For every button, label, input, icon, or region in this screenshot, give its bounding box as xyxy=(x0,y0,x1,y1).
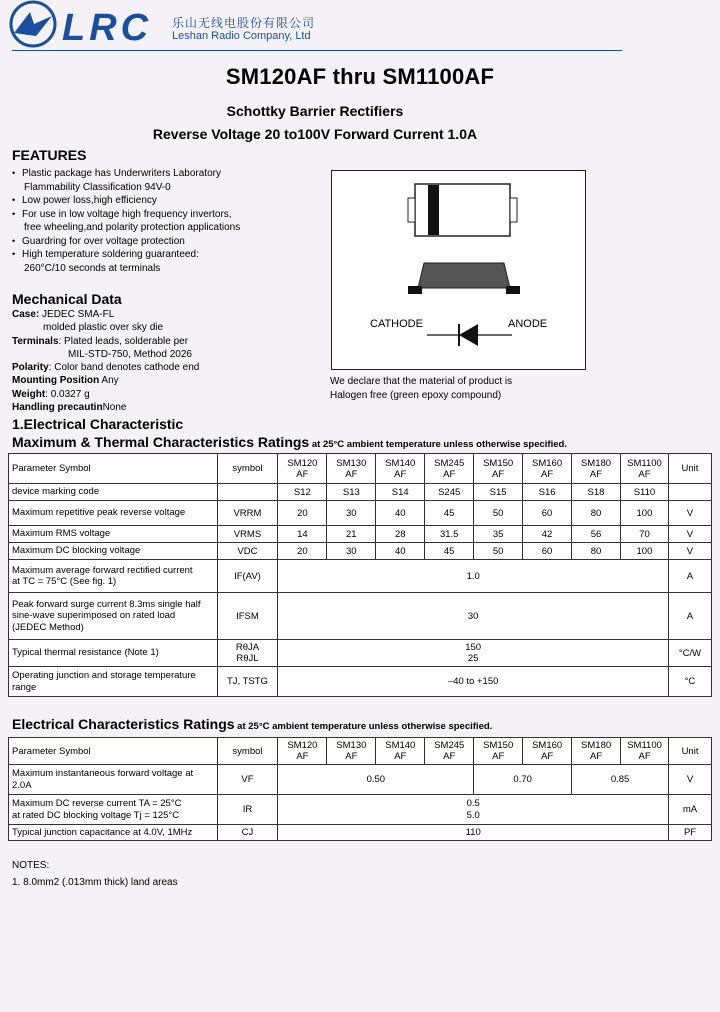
package-diagram xyxy=(331,170,586,370)
mech-handling-label: Handling precautin xyxy=(12,402,103,414)
table-row xyxy=(9,543,712,560)
row-label: Typical junction capacitance at 4.0V, 1MHz xyxy=(9,825,218,841)
max-ratings-table xyxy=(8,453,712,697)
table-cell: IR xyxy=(217,795,278,825)
anode-label: ANODE xyxy=(508,318,548,330)
table-cell: 110 xyxy=(278,825,669,841)
table-cell: TJ, TSTG xyxy=(217,667,278,697)
company-logo xyxy=(0,0,720,56)
table-cell: 50 xyxy=(474,501,523,526)
hdr-part: SM120 AF xyxy=(278,454,327,484)
row-label: Typical thermal resistance (Note 1) xyxy=(9,640,218,667)
table-row xyxy=(9,795,712,825)
features-heading: FEATURES xyxy=(12,147,87,163)
row-label: device marking code xyxy=(9,484,218,501)
declaration-line-2: Halogen free (green epoxy compound) xyxy=(330,389,502,401)
section-electrical: 1.Electrical Characteristic xyxy=(12,416,184,432)
max-ratings-note: at 25°C ambient temperature unless otherwise specified. xyxy=(309,439,567,450)
table-cell: S14 xyxy=(376,484,425,501)
ec-ratings-note: at 25°C ambient temperature unless otherwise specified. xyxy=(234,721,493,732)
table-cell: 40 xyxy=(376,501,425,526)
row-label: Maximum instantaneous forward voltage at 2.0A xyxy=(9,765,218,795)
table-cell: PF xyxy=(669,825,712,841)
hdr-part: SM140 AF xyxy=(376,738,425,765)
mechanical-heading: Mechanical Data xyxy=(12,291,122,307)
feature-item: • Low power loss,high efficiency xyxy=(12,194,322,208)
ec-ratings-table xyxy=(8,737,712,841)
table-cell: 35 xyxy=(474,526,523,543)
table-cell: 20 xyxy=(278,501,327,526)
table-cell: VRMS xyxy=(217,526,278,543)
subtitle: Schottky Barrier Rectifiers xyxy=(226,103,404,119)
note-1: 1. 8.0mm2 (.013mm thick) land areas xyxy=(12,877,178,888)
hdr-part: SM130 AF xyxy=(327,454,376,484)
table-cell: 40 xyxy=(376,543,425,560)
table-cell: S245 xyxy=(425,484,474,501)
max-ratings-title: Maximum & Thermal Characteristics Ratings xyxy=(12,434,310,450)
table-cell: CJ xyxy=(217,825,278,841)
row-label: Maximum DC blocking voltage xyxy=(9,543,218,560)
feature-item: • For use in low voltage high frequency invertors, xyxy=(12,208,322,222)
package-drawing xyxy=(332,171,585,369)
hdr-symbol: symbol xyxy=(217,454,278,484)
lead-right xyxy=(510,198,517,222)
row-label: Maximum DC reverse current TA = 25°C at rated DC blocking voltage Tj = 125°C xyxy=(9,795,218,825)
table-cell: 21 xyxy=(327,526,376,543)
hdr-part: SM140 AF xyxy=(376,454,425,484)
table-cell: 1.0 xyxy=(278,560,669,593)
hdr-part: SM160 AF xyxy=(523,738,572,765)
table-cell: 56 xyxy=(572,526,621,543)
table-cell: 45 xyxy=(425,543,474,560)
table-row xyxy=(9,640,712,667)
row-label: Maximum average forward rectified current at TC = 75°C (See fig. 1) xyxy=(9,560,218,593)
table-cell: 30 xyxy=(327,501,376,526)
hdr-part: SM150 AF xyxy=(474,454,523,484)
table-row xyxy=(9,484,712,501)
table-row xyxy=(9,526,712,543)
table-cell: V xyxy=(668,526,711,543)
table-cell: V xyxy=(668,501,711,526)
table-cell: °C xyxy=(668,667,711,697)
feature-item: • Plastic package has Underwriters Laboratory xyxy=(12,167,322,181)
mech-terminals xyxy=(12,335,332,348)
mech-mounting-label: Mounting Position xyxy=(12,375,100,387)
table-row xyxy=(9,825,712,841)
table-cell: –40 to +150 xyxy=(278,667,669,697)
table-cell xyxy=(668,484,711,501)
row-label: Maximum repetitive peak reverse voltage xyxy=(9,501,218,526)
table-cell: 70 xyxy=(620,526,668,543)
table-cell: A xyxy=(668,560,711,593)
table-row xyxy=(9,765,712,795)
mech-mounting-value: Any xyxy=(99,375,119,387)
table-cell: 0.5 5.0 xyxy=(278,795,669,825)
table-cell: 45 xyxy=(425,501,474,526)
page-title: SM120AF thru SM1100AF xyxy=(225,64,495,89)
max-ratings-heading xyxy=(12,434,567,450)
table-cell: 150 25 xyxy=(278,640,669,667)
hdr-part: SM120 AF xyxy=(278,738,327,765)
hdr-part: SM150 AF xyxy=(474,738,523,765)
mech-terminals-value2: MIL-STD-750, Method 2026 xyxy=(68,348,192,360)
hdr-symbol: symbol xyxy=(217,738,278,765)
package-side-view xyxy=(418,263,510,288)
table-cell: VDC xyxy=(217,543,278,560)
logo-emblem-bolt xyxy=(14,12,52,36)
feature-item-cont: free wheeling,and polarity protection applications xyxy=(24,222,241,233)
notes-heading: NOTES: xyxy=(12,860,50,871)
feature-item-cont: 260°C/10 seconds at terminals xyxy=(24,262,161,274)
table-cell: 100 xyxy=(620,543,668,560)
table-cell: IF(AV) xyxy=(217,560,278,593)
table-cell: 30 xyxy=(278,593,669,640)
mech-weight-value: : 0.0327 g xyxy=(45,388,90,400)
mech-handling-value: None xyxy=(102,402,127,414)
ec-ratings-title: Electrical Characteristics Ratings xyxy=(12,716,235,732)
table-cell: VRRM xyxy=(217,501,278,526)
company-name-cn: 乐山无线电股份有限公司 xyxy=(172,16,316,30)
mech-weight-label: Weight xyxy=(12,388,46,400)
mech-case-value: JEDEC SMA-FL xyxy=(39,309,115,320)
cathode-label: CATHODE xyxy=(370,318,423,330)
mech-case-value2: molded plastic over sky die xyxy=(43,322,164,334)
hdr-part: SM180 AF xyxy=(572,738,621,765)
table-row xyxy=(9,560,712,593)
table-cell: mA xyxy=(669,795,712,825)
mech-terminals-label: Terminals xyxy=(12,335,59,347)
company-name-en: Leshan Radio Company, Ltd xyxy=(172,30,311,42)
mech-case-label: Case: xyxy=(12,309,40,320)
table-cell: S18 xyxy=(572,484,621,501)
table-cell: 42 xyxy=(523,526,572,543)
row-label: Maximum RMS voltage xyxy=(9,526,218,543)
table-cell: 31.5 xyxy=(425,526,474,543)
table-cell: S15 xyxy=(474,484,523,501)
table-cell: 80 xyxy=(572,543,621,560)
subtitle-ratings: Reverse Voltage 20 to100V Forward Current 1.0A xyxy=(152,126,478,142)
table-cell: V xyxy=(669,765,712,795)
hdr-unit: Unit xyxy=(669,738,712,765)
lead-left xyxy=(408,198,415,222)
header-rule xyxy=(12,50,622,51)
table-cell: 28 xyxy=(376,526,425,543)
feature-item: • Guardring for over voltage protection xyxy=(12,235,322,249)
mech-weight xyxy=(12,388,332,401)
lead-side-right xyxy=(506,286,520,294)
feature-item: • High temperature soldering guaranteed: xyxy=(12,248,322,262)
table-cell: 20 xyxy=(278,543,327,560)
mech-terminals-value: : Plated leads, solderable per xyxy=(58,335,189,347)
declaration-line-1: We declare that the material of product is xyxy=(330,376,513,387)
cathode-band xyxy=(428,185,439,235)
table-cell: 0.85 xyxy=(572,765,669,795)
hdr-unit: Unit xyxy=(668,454,711,484)
mech-case xyxy=(12,308,332,321)
table-cell: 60 xyxy=(523,501,572,526)
table-cell: RθJA RθJL xyxy=(217,640,278,667)
table-cell: 30 xyxy=(327,543,376,560)
hdr-part: SM245 AF xyxy=(425,738,474,765)
mech-handling xyxy=(12,401,332,414)
table-cell: S12 xyxy=(278,484,327,501)
hdr-param: Parameter Symbol xyxy=(9,738,218,765)
halogen-declaration xyxy=(330,375,590,402)
row-label: Peak forward surge current 8.3ms single half sine-wave superimposed on rated load (JEDEC Method) xyxy=(9,593,218,640)
mech-polarity-value: : Color band denotes cathode end xyxy=(48,362,200,374)
hdr-part: SM160 AF xyxy=(523,454,572,484)
table-cell: V xyxy=(668,543,711,560)
row-label: Operating junction and storage temperature range xyxy=(9,667,218,697)
table-row xyxy=(9,593,712,640)
table-header-row xyxy=(9,454,712,484)
table-cell: 0.50 xyxy=(278,765,474,795)
table-cell: VF xyxy=(217,765,278,795)
mech-mounting xyxy=(12,374,332,387)
hdr-part: SM245 AF xyxy=(425,454,474,484)
mech-polarity-label: Polarity xyxy=(12,362,49,374)
table-cell: 14 xyxy=(278,526,327,543)
features-list xyxy=(12,167,322,275)
table-cell: 100 xyxy=(620,501,668,526)
hdr-part: SM180 AF xyxy=(572,454,621,484)
logo-text: LRC xyxy=(62,7,153,49)
table-cell: A xyxy=(668,593,711,640)
diode-symbol-icon xyxy=(459,324,478,346)
table-cell: S110 xyxy=(620,484,668,501)
hdr-param: Parameter Symbol xyxy=(9,454,218,484)
hdr-part: SM130 AF xyxy=(327,738,376,765)
table-header-row xyxy=(9,738,712,765)
mechanical-data xyxy=(12,308,332,414)
table-cell: 50 xyxy=(474,543,523,560)
table-cell xyxy=(217,484,278,501)
lead-side-left xyxy=(408,286,422,294)
table-row xyxy=(9,667,712,697)
table-cell: IFSM xyxy=(217,593,278,640)
table-cell: 80 xyxy=(572,501,621,526)
hdr-part: SM1100 AF xyxy=(621,738,669,765)
feature-item-cont: Flammability Classification 94V-0 xyxy=(24,181,171,193)
hdr-part: SM1100 AF xyxy=(620,454,668,484)
table-row xyxy=(9,501,712,526)
mech-polarity xyxy=(12,361,332,374)
table-cell: S13 xyxy=(327,484,376,501)
table-cell: °C/W xyxy=(668,640,711,667)
ec-ratings-heading xyxy=(12,716,492,732)
table-cell: 0.70 xyxy=(474,765,572,795)
table-cell: 60 xyxy=(523,543,572,560)
table-cell: S16 xyxy=(523,484,572,501)
